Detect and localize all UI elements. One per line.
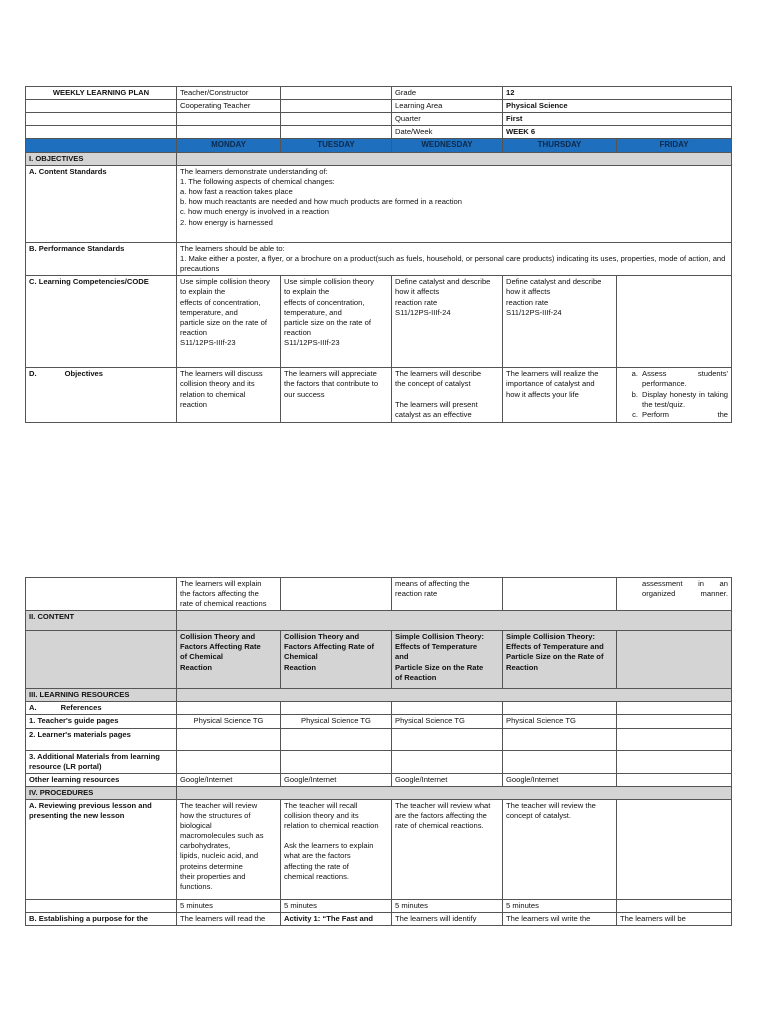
objective-monday: The learners will discuss collision theory and its relation to chemical reaction <box>177 368 281 423</box>
cont-friday-text: assessment in an organized manner. <box>642 579 728 599</box>
friday-objective-item: a. Assess students' performance. <box>631 369 729 389</box>
meta-right-value: Physical Science <box>503 100 732 113</box>
empty-cell <box>281 750 392 773</box>
objective-wednesday: The learners will describe the concept of catalyst The learners will present catalyst as an effective <box>392 368 503 423</box>
empty-cell <box>26 899 177 912</box>
references-text: References <box>60 703 102 713</box>
meta-left-label: Teacher/Constructor <box>177 87 281 100</box>
references-letter: A. <box>29 703 37 713</box>
empty-cell <box>617 702 732 715</box>
reviewing-tuesday: The teacher will recall collision theory and its relation to chemical reaction Ask the learners to explain what are the factors affecting the rate of chemical reactions. <box>281 799 392 899</box>
objectives-label <box>26 368 177 423</box>
minutes-wednesday: 5 minutes <box>392 899 503 912</box>
content-standards-text: The learners demonstrate understanding of: 1. The following aspects of chemical changes: a. how fast a reaction takes place b. how much reactants are needed and how much products are formed in a reaction c. how much energy is involved in a reaction 2. how energy is harnessed <box>177 166 732 243</box>
minutes-thursday: 5 minutes <box>503 899 617 912</box>
content-title-thursday: Simple Collision Theory: Effects of Temperature and Particle Size on the Rate of Reaction <box>503 631 617 689</box>
competency-monday: Use simple collision theory to explain the effects of concentration, temperature, and particle size on the rate of reaction S11/12PS-IIIf-23 <box>177 276 281 368</box>
competency-tuesday: Use simple collision theory to explain the effects of concentration, temperature, and particle size on the rate of reaction S11/12PS-IIIf-23 <box>281 276 392 368</box>
meta-blank <box>26 113 177 126</box>
teachers-guide-monday: Physical Science TG <box>177 715 281 728</box>
purpose-monday: The learners will read the <box>177 913 281 926</box>
reviewing-friday <box>617 799 732 899</box>
minutes-friday <box>617 899 732 912</box>
other-resources-tuesday: Google/Internet <box>281 773 392 786</box>
empty-cell <box>503 750 617 773</box>
competencies-label: C. Learning Competencies/CODE <box>26 276 177 368</box>
section-procedures-fill <box>177 786 732 799</box>
cont-wednesday: means of affecting the reaction rate <box>392 578 503 611</box>
objective-friday <box>617 368 732 423</box>
meta-left-value <box>281 126 392 139</box>
content-title-tuesday: Collision Theory and Factors Affecting Rate of Chemical Reaction <box>281 631 392 689</box>
competency-friday <box>617 276 732 368</box>
empty-cell <box>392 750 503 773</box>
day-header-monday: MONDAY <box>177 139 281 153</box>
reviewing-monday: The teacher will review how the structures of biological macromolecules such as carbohydrates, lipids, nucleic acid, and proteins determine their properties and functions. <box>177 799 281 899</box>
meta-left-label <box>177 126 281 139</box>
content-title-wednesday: Simple Collision Theory: Effects of Temperature and Particle Size on the Rate of Reaction <box>392 631 503 689</box>
empty-cell <box>392 728 503 750</box>
empty-cell <box>177 702 281 715</box>
objectives-label-text: Objectives <box>64 369 104 379</box>
competency-thursday: Define catalyst and describe how it affects reaction rate S11/12PS-IIIf-24 <box>503 276 617 368</box>
meta-left-value <box>281 87 392 100</box>
cont-monday: The learners will explain the factors affecting the rate of chemical reactions <box>177 578 281 611</box>
meta-left-value <box>281 100 392 113</box>
day-header-blank <box>26 139 177 153</box>
objective-thursday: The learners will realize the importance of catalyst and how it affects your life <box>503 368 617 423</box>
content-title-monday: Collision Theory and Factors Affecting Rate of Chemical Reaction <box>177 631 281 689</box>
meta-blank <box>26 126 177 139</box>
teachers-guide-wednesday: Physical Science TG <box>392 715 503 728</box>
plan-title: WEEKLY LEARNING PLAN <box>26 87 177 100</box>
reviewing-label: A. Reviewing previous lesson and presenting the new lesson <box>26 799 177 899</box>
cont-friday <box>617 578 732 611</box>
cont-blank <box>26 578 177 611</box>
empty-cell <box>281 702 392 715</box>
day-header-friday: FRIDAY <box>617 139 732 153</box>
friday-objective-item: b. Display honesty in taking the test/quiz. <box>631 389 729 409</box>
section-resources: III. LEARNING RESOURCES <box>26 689 177 702</box>
reviewing-wednesday: The teacher will review what are the factors affecting the rate of chemical reactions. <box>392 799 503 899</box>
cont-thursday <box>503 578 617 611</box>
purpose-thursday: The learners wil write the <box>503 913 617 926</box>
meta-left-label <box>177 113 281 126</box>
teachers-guide-label: 1. Teacher's guide pages <box>26 715 177 728</box>
empty-cell <box>503 728 617 750</box>
competency-wednesday: Define catalyst and describe how it affects reaction rate S11/12PS-IIIf-24 <box>392 276 503 368</box>
purpose-tuesday: Activity 1: “The Fast and <box>281 913 392 926</box>
teachers-guide-thursday: Physical Science TG <box>503 715 617 728</box>
empty-cell <box>617 750 732 773</box>
meta-blank <box>26 100 177 113</box>
minutes-tuesday: 5 minutes <box>281 899 392 912</box>
section-procedures: IV. PROCEDURES <box>26 786 177 799</box>
purpose-label: B. Establishing a purpose for the <box>26 913 177 926</box>
empty-cell <box>617 728 732 750</box>
reviewing-thursday: The teacher will review the concept of catalyst. <box>503 799 617 899</box>
other-resources-monday: Google/Internet <box>177 773 281 786</box>
meta-right-value: WEEK 6 <box>503 126 732 139</box>
purpose-friday: The learners will be <box>617 913 732 926</box>
objective-tuesday: The learners will appreciate the factors that contribute to our success <box>281 368 392 423</box>
empty-cell <box>281 728 392 750</box>
day-header-thursday: THURSDAY <box>503 139 617 153</box>
meta-right-value: 12 <box>503 87 732 100</box>
meta-right-label: Date/Week <box>392 126 503 139</box>
section-resources-fill <box>177 689 732 702</box>
additional-materials-label: 3. Additional Materials from learning resource (LR portal) <box>26 750 177 773</box>
objectives-letter: D. <box>29 369 37 379</box>
meta-left-value <box>281 113 392 126</box>
section-content-fill <box>177 611 732 631</box>
other-resources-friday <box>617 773 732 786</box>
other-resources-wednesday: Google/Internet <box>392 773 503 786</box>
learners-materials-label: 2. Learner's materials pages <box>26 728 177 750</box>
performance-standards-label: B. Performance Standards <box>26 243 177 276</box>
friday-objective-item: c. Perform the <box>632 409 729 419</box>
performance-standards-text: The learners should be able to: 1. Make either a poster, a flyer, or a brochure on a product(such as fuels, household, or personal care products) indicating its uses, properties, mode of action, and precautions <box>177 243 732 276</box>
minutes-monday: 5 minutes <box>177 899 281 912</box>
empty-cell <box>503 702 617 715</box>
teachers-guide-tuesday: Physical Science TG <box>281 715 392 728</box>
content-title-friday <box>617 631 732 689</box>
meta-right-label: Learning Area <box>392 100 503 113</box>
other-resources-label: Other learning resources <box>26 773 177 786</box>
content-standards-label: A. Content Standards <box>26 166 177 243</box>
empty-cell <box>392 702 503 715</box>
teachers-guide-friday <box>617 715 732 728</box>
meta-right-value: First <box>503 113 732 126</box>
empty-cell <box>177 750 281 773</box>
weekly-plan-table-page2 <box>25 577 732 926</box>
section-objectives: I. OBJECTIVES <box>26 153 177 166</box>
purpose-wednesday: The learners will identify <box>392 913 503 926</box>
empty-cell <box>177 728 281 750</box>
weekly-plan-table-page1 <box>25 86 732 423</box>
section-objectives-fill <box>177 153 732 166</box>
day-header-wednesday: WEDNESDAY <box>392 139 503 153</box>
meta-left-label: Cooperating Teacher <box>177 100 281 113</box>
content-title-blank <box>26 631 177 689</box>
references-label <box>26 702 177 715</box>
cont-tuesday <box>281 578 392 611</box>
day-header-tuesday: TUESDAY <box>281 139 392 153</box>
section-content: II. CONTENT <box>26 611 177 631</box>
other-resources-thursday: Google/Internet <box>503 773 617 786</box>
meta-right-label: Grade <box>392 87 503 100</box>
meta-right-label: Quarter <box>392 113 503 126</box>
